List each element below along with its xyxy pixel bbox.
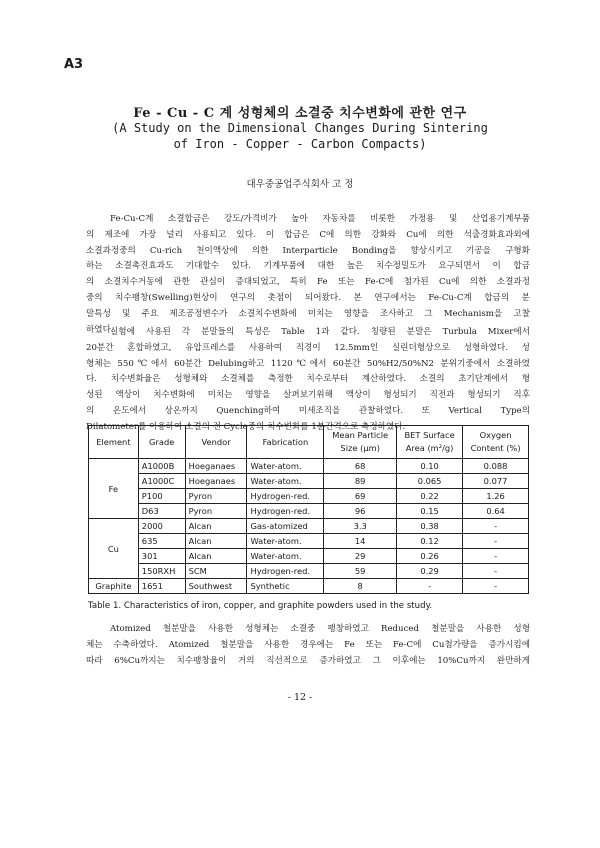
cell-grade: 150RXH	[138, 564, 185, 579]
paragraph-line: 의 제조에 가장 널리 사용되고 있다. 이 합금은 C에 의한 강화와 Cu에 의한 석출경화효과외에	[86, 229, 530, 240]
paragraph-line: Atomized 철분말을 사용한 성형체는 소결중 팽창하였고 Reduced 철분말을 사용한 성형	[110, 624, 530, 634]
cell-grade: 2000	[138, 519, 185, 534]
paragraph-line: 의 소결치수거동에 관한 관심이 증대되었고, 특히 Fe 또는 Fe-C에 첨가된 Cu에 의한 소결과정	[86, 277, 530, 288]
paragraph-line: Fe-Cu-C계 소결합금은 강도/가격비가 높아 자동차를 비롯한 가정용 및 산업용기계부품	[110, 214, 530, 224]
cell-fabrication: Hydrogen-red.	[247, 564, 324, 579]
cell-grade: A1000C	[138, 474, 185, 489]
header-element: Element	[89, 426, 139, 459]
table-caption: Table 1. Characteristics of iron, copper, and graphite powders used in the study.	[88, 601, 433, 611]
cell-size: 29	[324, 549, 397, 564]
cell-oxygen: 0.077	[463, 474, 529, 489]
cell-grade: 1651	[138, 579, 185, 594]
cell-size: 59	[324, 564, 397, 579]
cell-bet: 0.10	[397, 459, 463, 474]
paragraph-results	[86, 622, 530, 669]
cell-size: 14	[324, 534, 397, 549]
header-bet-surface-area: BET Surface Area (m²/g)	[397, 426, 463, 459]
cell-oxygen: -	[463, 579, 529, 594]
cell-vendor: Pyron	[185, 504, 247, 519]
cell-vendor: Hoeganaes	[185, 474, 247, 489]
cell-size: 69	[324, 489, 397, 504]
paragraph-line: 실험에 사용된 각 분말들의 특성은 Table 1과 같다. 칭량된 분말은 Turbula Mixer에서	[110, 327, 530, 337]
cell-fabrication: Water-atom.	[247, 549, 324, 564]
paragraph-experimental	[86, 325, 530, 436]
table-row	[89, 549, 529, 564]
cell-bet: 0.15	[397, 504, 463, 519]
paragraph-line: 말특성 및 주요 제조공정변수가 소결치수변화에 미치는 영향을 조사하고 그 Mechanism을 고찰	[86, 308, 530, 319]
table-row	[89, 534, 529, 549]
cell-bet: 0.12	[397, 534, 463, 549]
cell-vendor: Southwest	[185, 579, 247, 594]
cell-bet: 0.22	[397, 489, 463, 504]
cell-size: 3.3	[324, 519, 397, 534]
paragraph-line: 다. 치수변화율은 성형체와 소결체를 측정한 치수로부터 계산하였다. 소결의 초기단계에서 형	[86, 374, 530, 385]
header-oxygen-content: Oxygen Content (%)	[463, 426, 529, 459]
paragraph-line: 성된 액상이 치수변화에 미치는 영향을 살펴보기위해 액상이 형성되기 직전과 형성되기 직후	[86, 390, 530, 401]
paper-title-korean: Fe - Cu - C 계 성형체의 소결중 치수변화에 관한 연구	[133, 106, 467, 121]
author-affiliation: 대우중공업주식회사 고 정	[246, 179, 354, 190]
cell-bet: 0.38	[397, 519, 463, 534]
cell-bet: -	[397, 579, 463, 594]
paragraph-line: 체는 수축하였다. Atomized 철분말을 사용한 경우에는 Fe 또는 Fe-C에 Cu첨가량을 증가시킴에	[86, 639, 530, 650]
cell-bet: 0.29	[397, 564, 463, 579]
cell-vendor: Alcan	[185, 549, 247, 564]
cell-oxygen: -	[463, 519, 529, 534]
section-label: A3	[64, 57, 84, 72]
cell-fabrication: Water-atom.	[247, 459, 324, 474]
paragraph-line: 의 온도에서 상온까지 Quenching하여 미세조직을 관찰하였다. 또 Vertical Type의	[86, 405, 530, 416]
paragraph-line: 하였다.	[86, 324, 114, 335]
table-row	[89, 474, 529, 489]
cell-element: Fe	[89, 459, 139, 519]
table-row	[89, 579, 529, 594]
cell-oxygen: 0.088	[463, 459, 529, 474]
cell-fabrication: Gas-atomized	[247, 519, 324, 534]
cell-vendor: Pyron	[185, 489, 247, 504]
paper-title-english-line2: of Iron - Copper - Carbon Compacts)	[173, 137, 427, 151]
cell-fabrication: Water-atom.	[247, 534, 324, 549]
table-row	[89, 519, 529, 534]
paragraph-line: 형체는 550℃에서 60분간 Delubing하고 1120℃에서 60분간 50%H2/50%N2 분위기중에서 소결하였	[86, 358, 530, 369]
paragraph-line: 소결과정중의 Cu-rich 천이액상에 의한 Interparticle Bonding을 향상시키고 기공을 구형화	[86, 245, 530, 256]
cell-fabrication: Hydrogen-red.	[247, 504, 324, 519]
paragraph-line: 20분간 혼합하였고, 유압프레스를 사용하여 직경이 12.5mm인 실린더형상으로 성형하였다. 성	[86, 342, 530, 353]
cell-oxygen: 1.26	[463, 489, 529, 504]
cell-fabrication: Hydrogen-red.	[247, 489, 324, 504]
cell-bet: 0.26	[397, 549, 463, 564]
cell-size: 96	[324, 504, 397, 519]
paragraph-line: 중의 치수팽창(Swelling)현상이 연구의 촛점이 되어왔다. 본 연구에서는 Fe-Cu-C계 합금의 분	[86, 292, 530, 303]
cell-vendor: Alcan	[185, 534, 247, 549]
cell-element: Graphite	[89, 579, 139, 594]
paragraph-introduction	[86, 212, 530, 338]
cell-grade: P100	[138, 489, 185, 504]
paragraph-line: 하는 소결촉진효과도 기대할수 있다. 기계부품에 대한 높은 치수정밀도가 요구되면서 이 합금	[86, 261, 530, 272]
table-row	[89, 504, 529, 519]
paper-title-english-line1: (A Study on the Dimensional Changes During Sintering	[112, 121, 488, 135]
cell-vendor: Alcan	[185, 519, 247, 534]
cell-fabrication: Synthetic	[247, 579, 324, 594]
table-row	[89, 564, 529, 579]
cell-oxygen: 0.64	[463, 504, 529, 519]
cell-oxygen: -	[463, 534, 529, 549]
table-row	[89, 459, 529, 474]
cell-grade: 301	[138, 549, 185, 564]
cell-bet: 0.065	[397, 474, 463, 489]
cell-oxygen: -	[463, 564, 529, 579]
powder-characteristics-table	[88, 425, 529, 594]
paragraph-line: 따라 6%Cu까지는 치수팽창율이 거의 직선적으로 증가하였고 그 이후에는 10%Cu까지 완만하게	[86, 655, 530, 666]
cell-grade: A1000B	[138, 459, 185, 474]
table-header-row	[89, 426, 529, 459]
header-vendor: Vendor	[185, 426, 247, 459]
cell-vendor: Hoeganaes	[185, 459, 247, 474]
cell-fabrication: Water-atom.	[247, 474, 324, 489]
header-fabrication: Fabrication	[247, 426, 324, 459]
paragraph-line: Dilatometer를 이용하여 소결의 전 Cycle중의 치수변화를 1분간격으로 측정하였다.	[86, 421, 406, 432]
cell-element: Cu	[89, 519, 139, 579]
cell-oxygen: -	[463, 549, 529, 564]
cell-vendor: SCM	[185, 564, 247, 579]
cell-grade: D63	[138, 504, 185, 519]
page-number: - 12 -	[287, 692, 313, 703]
header-grade: Grade	[138, 426, 185, 459]
cell-size: 68	[324, 459, 397, 474]
table-row	[89, 489, 529, 504]
cell-size: 89	[324, 474, 397, 489]
header-mean-particle-size: Mean Particle Size (μm)	[324, 426, 397, 459]
cell-size: 8	[324, 579, 397, 594]
cell-grade: 635	[138, 534, 185, 549]
